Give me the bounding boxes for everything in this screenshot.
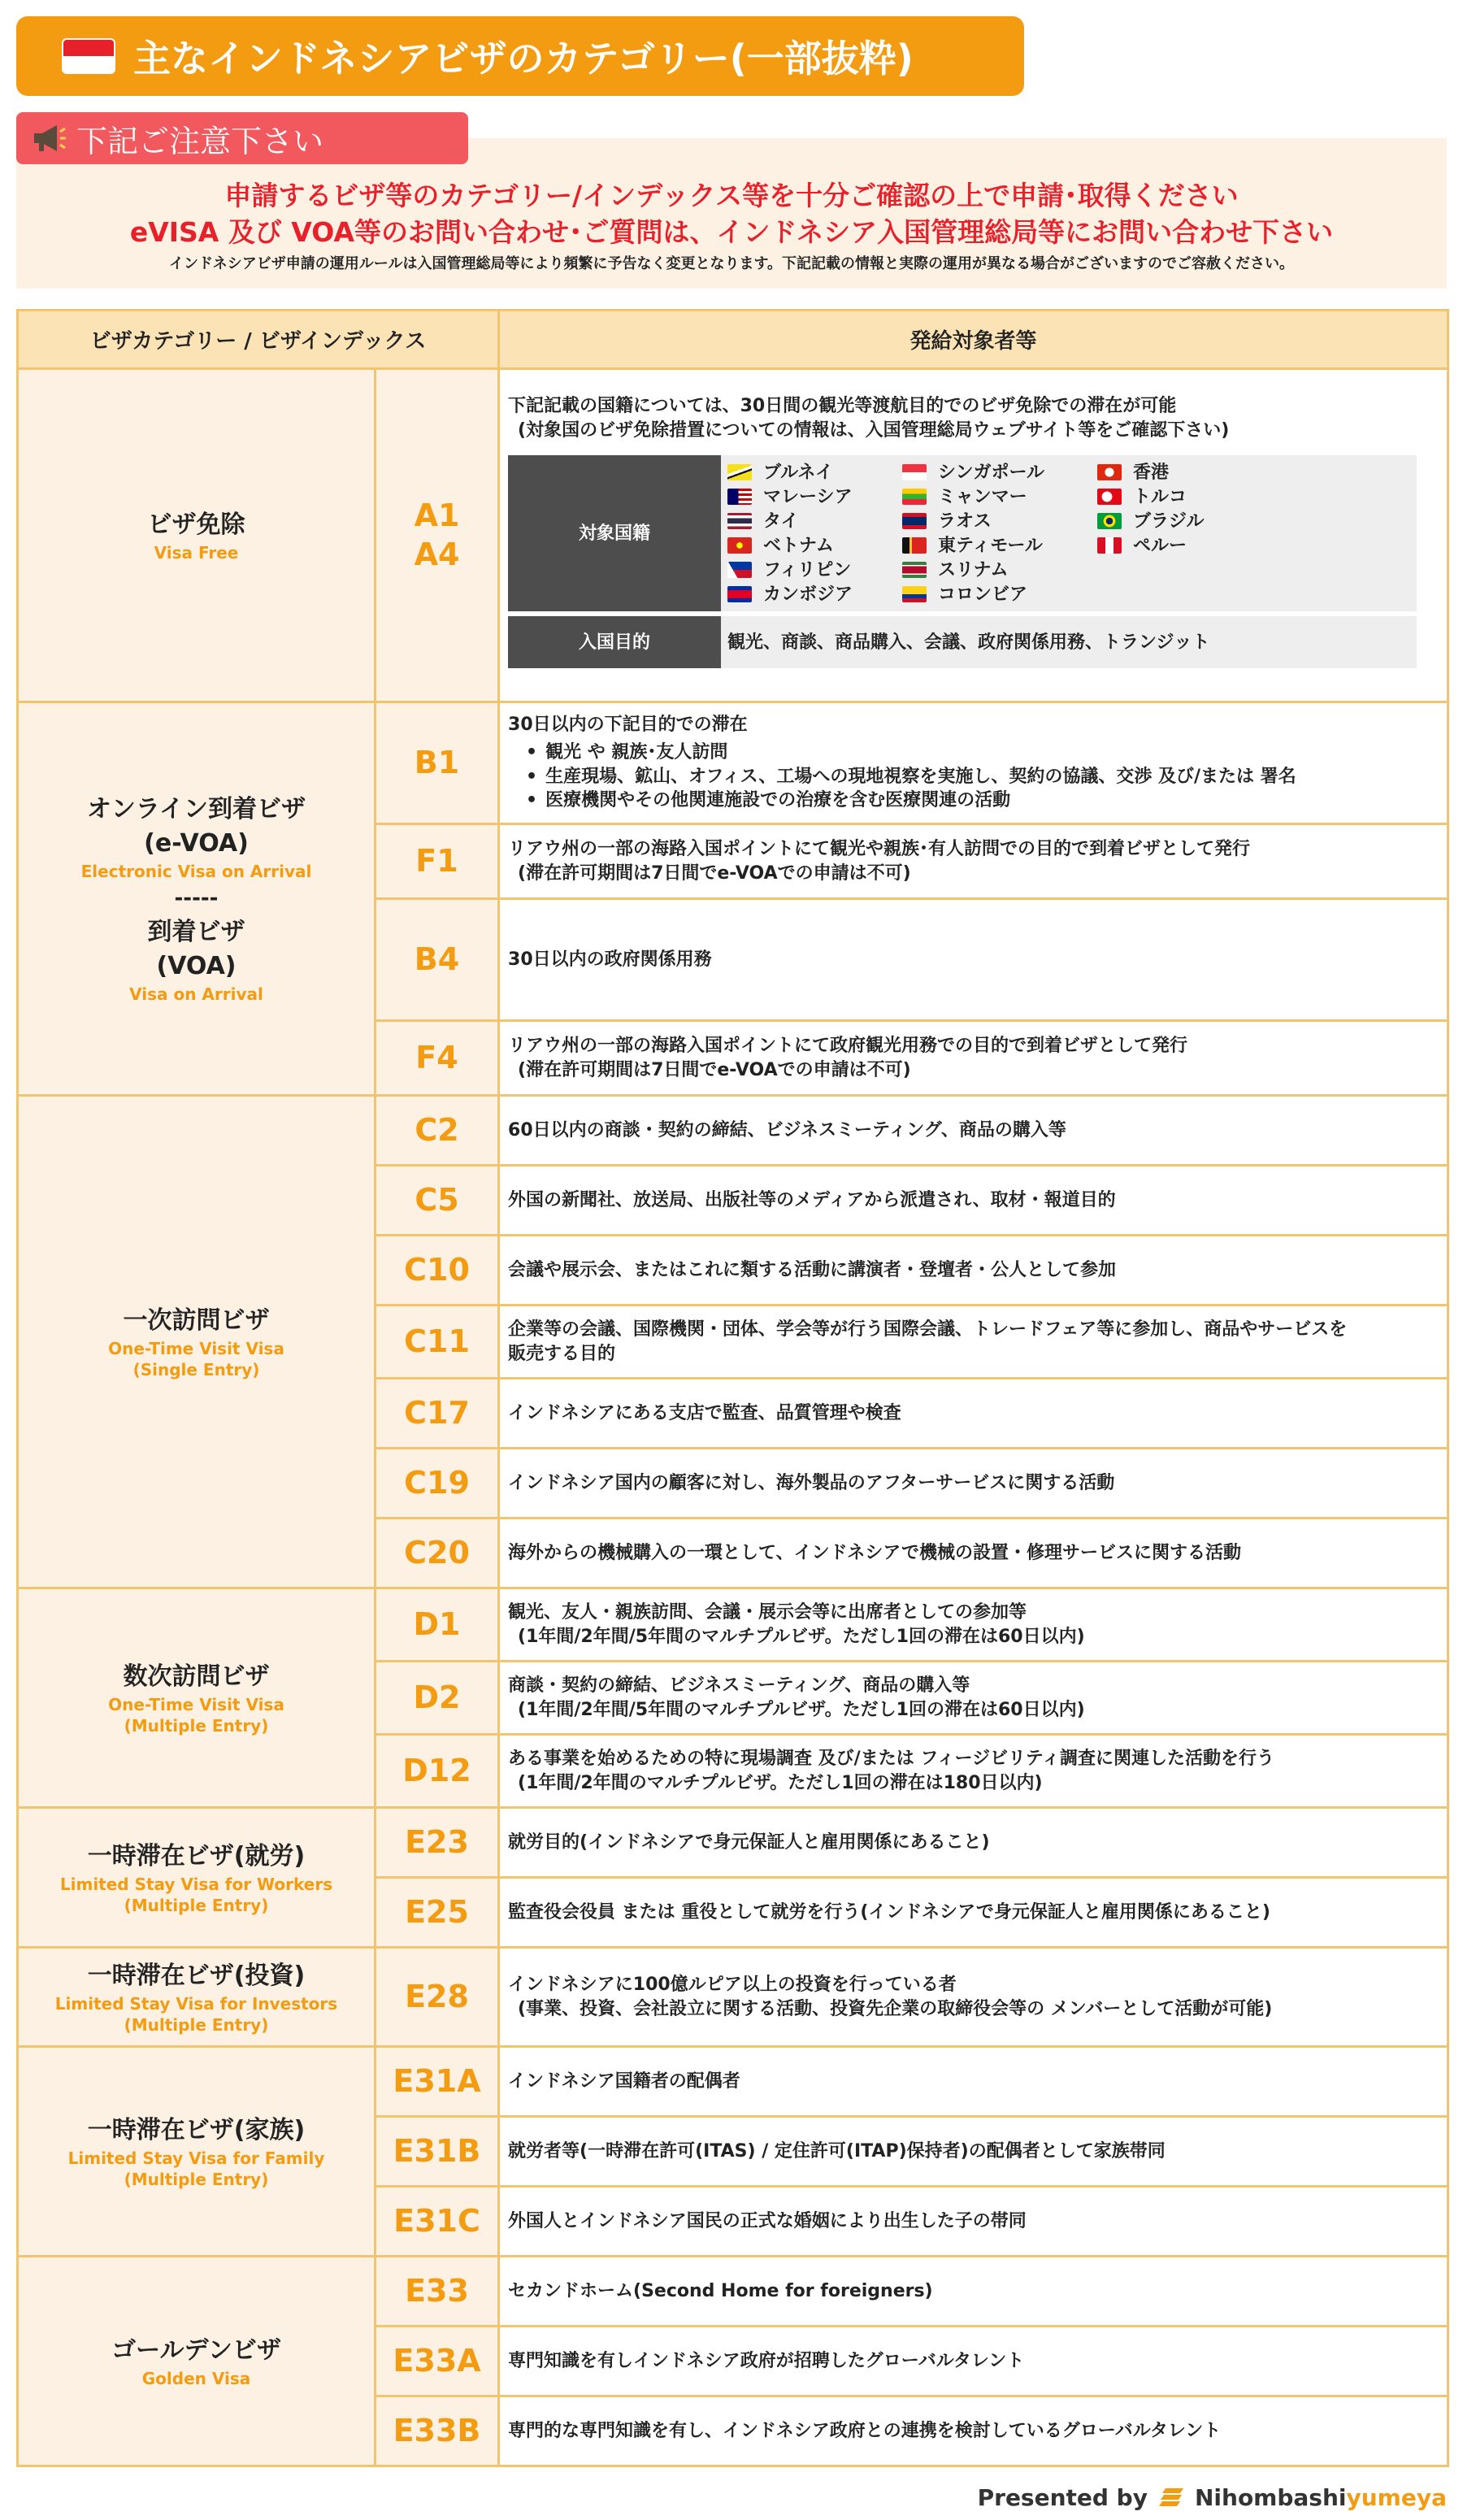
visa-code: A1 — [414, 497, 460, 533]
desc-line: (1年間/2年間/5年間のマルチプルビザ。ただし1回の滞在は60日以内) — [518, 1626, 1085, 1647]
visa-description: インドネシア国籍者の配偶者 — [499, 2047, 1448, 2117]
nation-name: ラオス — [938, 511, 992, 532]
visa-code: E33A — [376, 2327, 499, 2396]
visa-description: インドネシア国内の顧客に対し、海外製品のアフターサービスに関する活動 — [499, 1449, 1448, 1519]
nation-name: タイ — [763, 511, 799, 532]
desc-line: (滞在許可期間は7日間でe-VOAでの申請は不可) — [518, 862, 911, 884]
nation-name: 東ティモール — [938, 535, 1043, 556]
thailand-flag-icon — [727, 513, 752, 529]
category-jp: ビザ免除 — [147, 510, 245, 539]
nation-name: ミャンマー — [938, 486, 1027, 507]
nation-name: 香港 — [1133, 462, 1170, 483]
singapore-flag-icon — [902, 464, 927, 480]
desc-line: (滞在許可期間は7日間でe-VOAでの申請は不可) — [518, 1059, 911, 1080]
category-workers — [18, 1808, 376, 1948]
visa-code: C10 — [376, 1236, 499, 1306]
category-family — [18, 2047, 376, 2257]
vietnam-flag-icon — [727, 537, 752, 554]
visa-description — [499, 1735, 1448, 1808]
visa-description — [499, 1588, 1448, 1662]
desc-bullet: • 生産現場、鉱山、オフィス、工場への現地視察を実施し、契約の協議、交渉 及び/または 署名 — [526, 765, 1439, 789]
malaysia-flag-icon — [727, 489, 752, 505]
desc-bullets — [526, 741, 1439, 813]
visa-description: 外国人とインドネシア国民の正式な婚姻により出生した子の帯同 — [499, 2187, 1448, 2257]
notice-line-3: インドネシアビザ申請の運用ルールは入国管理総局等により頻繁に予告なく変更となります。下記記載の情報と実際の運用が異なる場合がございますのでご容赦ください。 — [168, 255, 1294, 272]
nation-item — [727, 461, 902, 484]
visa-description: 会議や展示会、またはこれに類する活動に講演者・登壇者・公人として参加 — [499, 1236, 1448, 1306]
visa-code: E25 — [376, 1878, 499, 1948]
brunei-flag-icon — [727, 464, 752, 480]
desc-line: 下記記載の国籍については、30日間の観光等渡航目的でのビザ免除での滞在が可能 — [508, 396, 1177, 416]
visa-code: C11 — [376, 1306, 499, 1379]
desc-line: ある事業を始めるための特に現場調査 及び/または フィージビリティ調査に関連した活動を行う — [508, 1748, 1274, 1769]
brand-name-accent: yumeya — [1346, 2483, 1447, 2511]
category-en: Electronic Visa on Arrival — [80, 861, 312, 881]
turkey-flag-icon — [1097, 489, 1122, 505]
nation-name: ペルー — [1133, 535, 1187, 556]
nations-grid — [727, 461, 1410, 606]
visa-code: D1 — [376, 1588, 499, 1662]
visa-table-wrap — [16, 309, 1447, 2467]
purpose-label: 入国目的 — [508, 616, 721, 668]
notice-tag — [16, 112, 468, 164]
nation-name: コロンビア — [938, 584, 1028, 605]
desc-line: (事業、投資、会社設立に関する活動、投資先企業の取締役会等の メンバーとして活動が可能) — [518, 1998, 1273, 2019]
visa-code: E28 — [376, 1948, 499, 2047]
category-jp: 一時滞在ビザ(就労) — [87, 1841, 306, 1870]
nation-item — [1097, 534, 1260, 557]
table-row — [18, 369, 1448, 702]
visa-code: C5 — [376, 1166, 499, 1236]
category-jp: (e-VOA) — [144, 828, 249, 858]
visa-description — [499, 1306, 1448, 1379]
visa-description: インドネシアにある支店で監査、品質管理や検査 — [499, 1379, 1448, 1449]
visa-code: C17 — [376, 1379, 499, 1449]
footer — [978, 2479, 1447, 2515]
table-row — [18, 1096, 1448, 1166]
visa-description: 就労目的(インドネシアで身元保証人と雇用関係にあること) — [499, 1808, 1448, 1878]
nation-name: ブラジル — [1133, 511, 1205, 532]
desc-line: 観光、友人・親族訪問、会議・展示会等に出席者としての参加等 — [508, 1601, 1027, 1623]
table-row — [18, 1588, 1448, 1662]
category-en: (Multiple Entry) — [124, 2169, 269, 2189]
timor-leste-flag-icon — [902, 537, 927, 554]
category-jp: 一次訪問ビザ — [123, 1306, 270, 1335]
table-row — [18, 702, 1448, 824]
visa-description — [499, 1948, 1448, 2047]
nation-item — [902, 558, 1097, 581]
visa-code: E31C — [376, 2187, 499, 2257]
table-row — [18, 1808, 1448, 1878]
indonesia-flag-icon — [62, 38, 115, 74]
desc-line: リアウ州の一部の海路入国ポイントにて政府観光用務での目的で到着ビザとして発行 — [508, 1035, 1188, 1056]
page-title-bar — [16, 16, 1024, 96]
nation-item — [727, 485, 902, 508]
desc-line: 販売する目的 — [508, 1343, 616, 1364]
brazil-flag-icon — [1097, 513, 1122, 529]
nation-item — [727, 510, 902, 532]
visa-description: セカンドホーム(Second Home for foreigners) — [499, 2257, 1448, 2327]
visa-category-table — [16, 309, 1449, 2467]
visa-description: 専門的な専門知識を有し、インドネシア政府との連携を検討しているグローバルタレント — [499, 2396, 1448, 2466]
nihombashiyumeya-logo-icon — [1159, 2485, 1187, 2509]
visa-description — [499, 1662, 1448, 1735]
desc-line: 企業等の会議、国際機関・団体、学会等が行う国際会議、トレードフェア等に参加し、商品やサービスを — [508, 1319, 1348, 1340]
desc-line: 30日以内の下記目的での滞在 — [508, 715, 748, 736]
desc-bullet: • 医療機関やその他関連施設での治療を含む医療関連の活動 — [526, 789, 1439, 813]
visa-code: E23 — [376, 1808, 499, 1878]
visa-code: B4 — [376, 899, 499, 1021]
nations-label: 対象国籍 — [508, 455, 721, 611]
notice-line-2: eVISA 及び VOA等のお問い合わせ･ご質問は、インドネシア入国管理総局等にお問い合わせ下さい — [129, 216, 1334, 248]
category-en: (Multiple Entry) — [124, 1715, 269, 1736]
table-row — [18, 2257, 1448, 2327]
category-en: Limited Stay Visa for Investors — [54, 1993, 338, 2014]
visa-description: 就労者等(一時滞在許可(ITAS) / 定住許可(ITAP)保持者)の配偶者として家族帯同 — [499, 2117, 1448, 2187]
myanmar-flag-icon — [902, 489, 927, 505]
philippines-flag-icon — [727, 562, 752, 578]
category-investors — [18, 1948, 376, 2047]
category-en: Limited Stay Visa for Family — [67, 2148, 325, 2168]
notice-tag-label: 下記ご注意下さい — [76, 123, 324, 159]
table-row — [18, 1948, 1448, 2047]
visa-code: D12 — [376, 1735, 499, 1808]
page-title: 主なインドネシアビザのカテゴリー(一部抜粋) — [133, 37, 914, 80]
desc-line: (対象国のビザ免除措置についての情報は、入国管理総局ウェブサイト等をご確認下さい) — [518, 419, 1230, 441]
category-multiple-visit — [18, 1588, 376, 1808]
desc-line: インドネシアに100億ルピア以上の投資を行っている者 — [508, 1974, 957, 1995]
nation-item — [902, 510, 1097, 532]
purpose-value: 観光、商談、商品購入、会議、政府関係用務、トランジット — [721, 616, 1417, 668]
category-jp: 一時滞在ビザ(投資) — [87, 1961, 306, 1990]
visa-code: F1 — [376, 824, 499, 899]
visa-description: 監査役会役員 または 重役として就労を行う(インドネシアで身元保証人と雇用関係にあること) — [499, 1878, 1448, 1948]
desc-line: 商談・契約の締結、ビジネスミーティング、商品の購入等 — [508, 1675, 970, 1696]
category-jp: 数次訪問ビザ — [123, 1662, 270, 1691]
visa-code: E33B — [376, 2396, 499, 2466]
visa-code: C20 — [376, 1519, 499, 1588]
peru-flag-icon — [1097, 537, 1122, 554]
category-en: (Multiple Entry) — [124, 1895, 269, 1915]
category-en: Visa on Arrival — [129, 984, 263, 1005]
suriname-flag-icon — [902, 562, 927, 578]
visa-description: 海外からの機械購入の一環として、インドネシアで機械の設置・修理サービスに関する活動 — [499, 1519, 1448, 1588]
category-jp: (VOA) — [156, 952, 237, 981]
header-category: ビザカテゴリー / ビザインデックス — [18, 311, 499, 369]
visa-description: 外国の新聞社、放送局、出版社等のメディアから派遣され、取材・報道目的 — [499, 1166, 1448, 1236]
presented-by: Presented by — [977, 2483, 1148, 2511]
category-jp: 到着ビザ — [147, 918, 245, 947]
header-target: 発給対象者等 — [499, 311, 1448, 369]
nation-item — [727, 558, 902, 581]
category-en: One-Time Visit Visa — [108, 1694, 284, 1714]
colombia-flag-icon — [902, 586, 927, 602]
category-jp: オンライン到着ビザ — [86, 794, 306, 823]
visa-code: B1 — [376, 702, 499, 824]
visa-code-cell — [376, 369, 499, 702]
laos-flag-icon — [902, 513, 927, 529]
nation-item — [727, 534, 902, 557]
megaphone-icon — [31, 122, 67, 154]
nation-item — [902, 534, 1097, 557]
brand-name: Nihombashi — [1194, 2483, 1347, 2511]
nation-name: ベトナム — [763, 535, 834, 556]
category-single-visit — [18, 1096, 376, 1588]
category-voa — [18, 702, 376, 1096]
visa-code: F4 — [376, 1021, 499, 1096]
hongkong-flag-icon — [1097, 464, 1122, 480]
category-jp: ゴールデンビザ — [111, 2335, 281, 2365]
desc-bullet: • 観光 や 親族･友人訪問 — [526, 741, 1439, 765]
nation-item — [1097, 461, 1260, 484]
nation-name: マレーシア — [763, 486, 853, 507]
nations-list — [721, 455, 1417, 611]
category-en: Limited Stay Visa for Workers — [59, 1874, 333, 1894]
nation-name: シンガポール — [938, 462, 1045, 483]
category-separator: ----- — [174, 885, 219, 910]
nation-item — [1097, 485, 1260, 508]
visa-code: E33 — [376, 2257, 499, 2327]
visa-description — [499, 1021, 1448, 1096]
desc-line: (1年間/2年間のマルチプルビザ。ただし1回の滞在は180日以内) — [518, 1772, 1043, 1793]
nation-item — [902, 461, 1097, 484]
visa-description — [499, 899, 1448, 1021]
visa-code: D2 — [376, 1662, 499, 1735]
notice-line-1: 申請するビザ等のカテゴリー/インデックス等を十分ご確認の上で申請･取得ください — [224, 180, 1239, 211]
visa-description — [499, 824, 1448, 899]
visa-code: C2 — [376, 1096, 499, 1166]
visa-description: 専門知識を有しインドネシア政府が招聘したグローバルタレント — [499, 2327, 1448, 2396]
visa-description — [499, 702, 1448, 824]
category-en: One-Time Visit Visa — [108, 1338, 284, 1358]
category-visa-free — [18, 369, 376, 702]
category-golden — [18, 2257, 376, 2466]
nation-item — [727, 583, 902, 606]
nation-item — [902, 485, 1097, 508]
nation-name: カンボジア — [763, 584, 853, 605]
category-en: (Single Entry) — [132, 1359, 260, 1379]
nationality-table — [508, 450, 1417, 673]
nation-name: トルコ — [1133, 486, 1187, 507]
category-jp: 一時滞在ビザ(家族) — [87, 2115, 306, 2144]
nation-item — [1097, 583, 1260, 606]
nation-item — [1097, 558, 1260, 581]
category-en: (Multiple Entry) — [124, 2014, 269, 2035]
desc-line: 30日以内の政府関係用務 — [508, 949, 712, 970]
visa-description — [499, 369, 1448, 702]
visa-code: E31B — [376, 2117, 499, 2187]
visa-code: C19 — [376, 1449, 499, 1519]
desc-line: リアウ州の一部の海路入国ポイントにて観光や親族･有人訪問での目的で到着ビザとして発行 — [508, 838, 1251, 859]
category-en: Golden Visa — [141, 2368, 251, 2388]
desc-line: (1年間/2年間/5年間のマルチプルビザ。ただし1回の滞在は60日以内) — [518, 1699, 1085, 1720]
visa-code: A4 — [414, 536, 460, 572]
category-en: Visa Free — [154, 542, 239, 563]
nation-name: ブルネイ — [763, 462, 834, 483]
nation-name: フィリピン — [763, 559, 852, 580]
table-row — [18, 2047, 1448, 2117]
visa-code: E31A — [376, 2047, 499, 2117]
cambodia-flag-icon — [727, 586, 752, 602]
nation-item — [1097, 510, 1260, 532]
nation-item — [902, 583, 1097, 606]
visa-description: 60日以内の商談・契約の締結、ビジネスミーティング、商品の購入等 — [499, 1096, 1448, 1166]
nation-name: スリナム — [938, 559, 1009, 580]
